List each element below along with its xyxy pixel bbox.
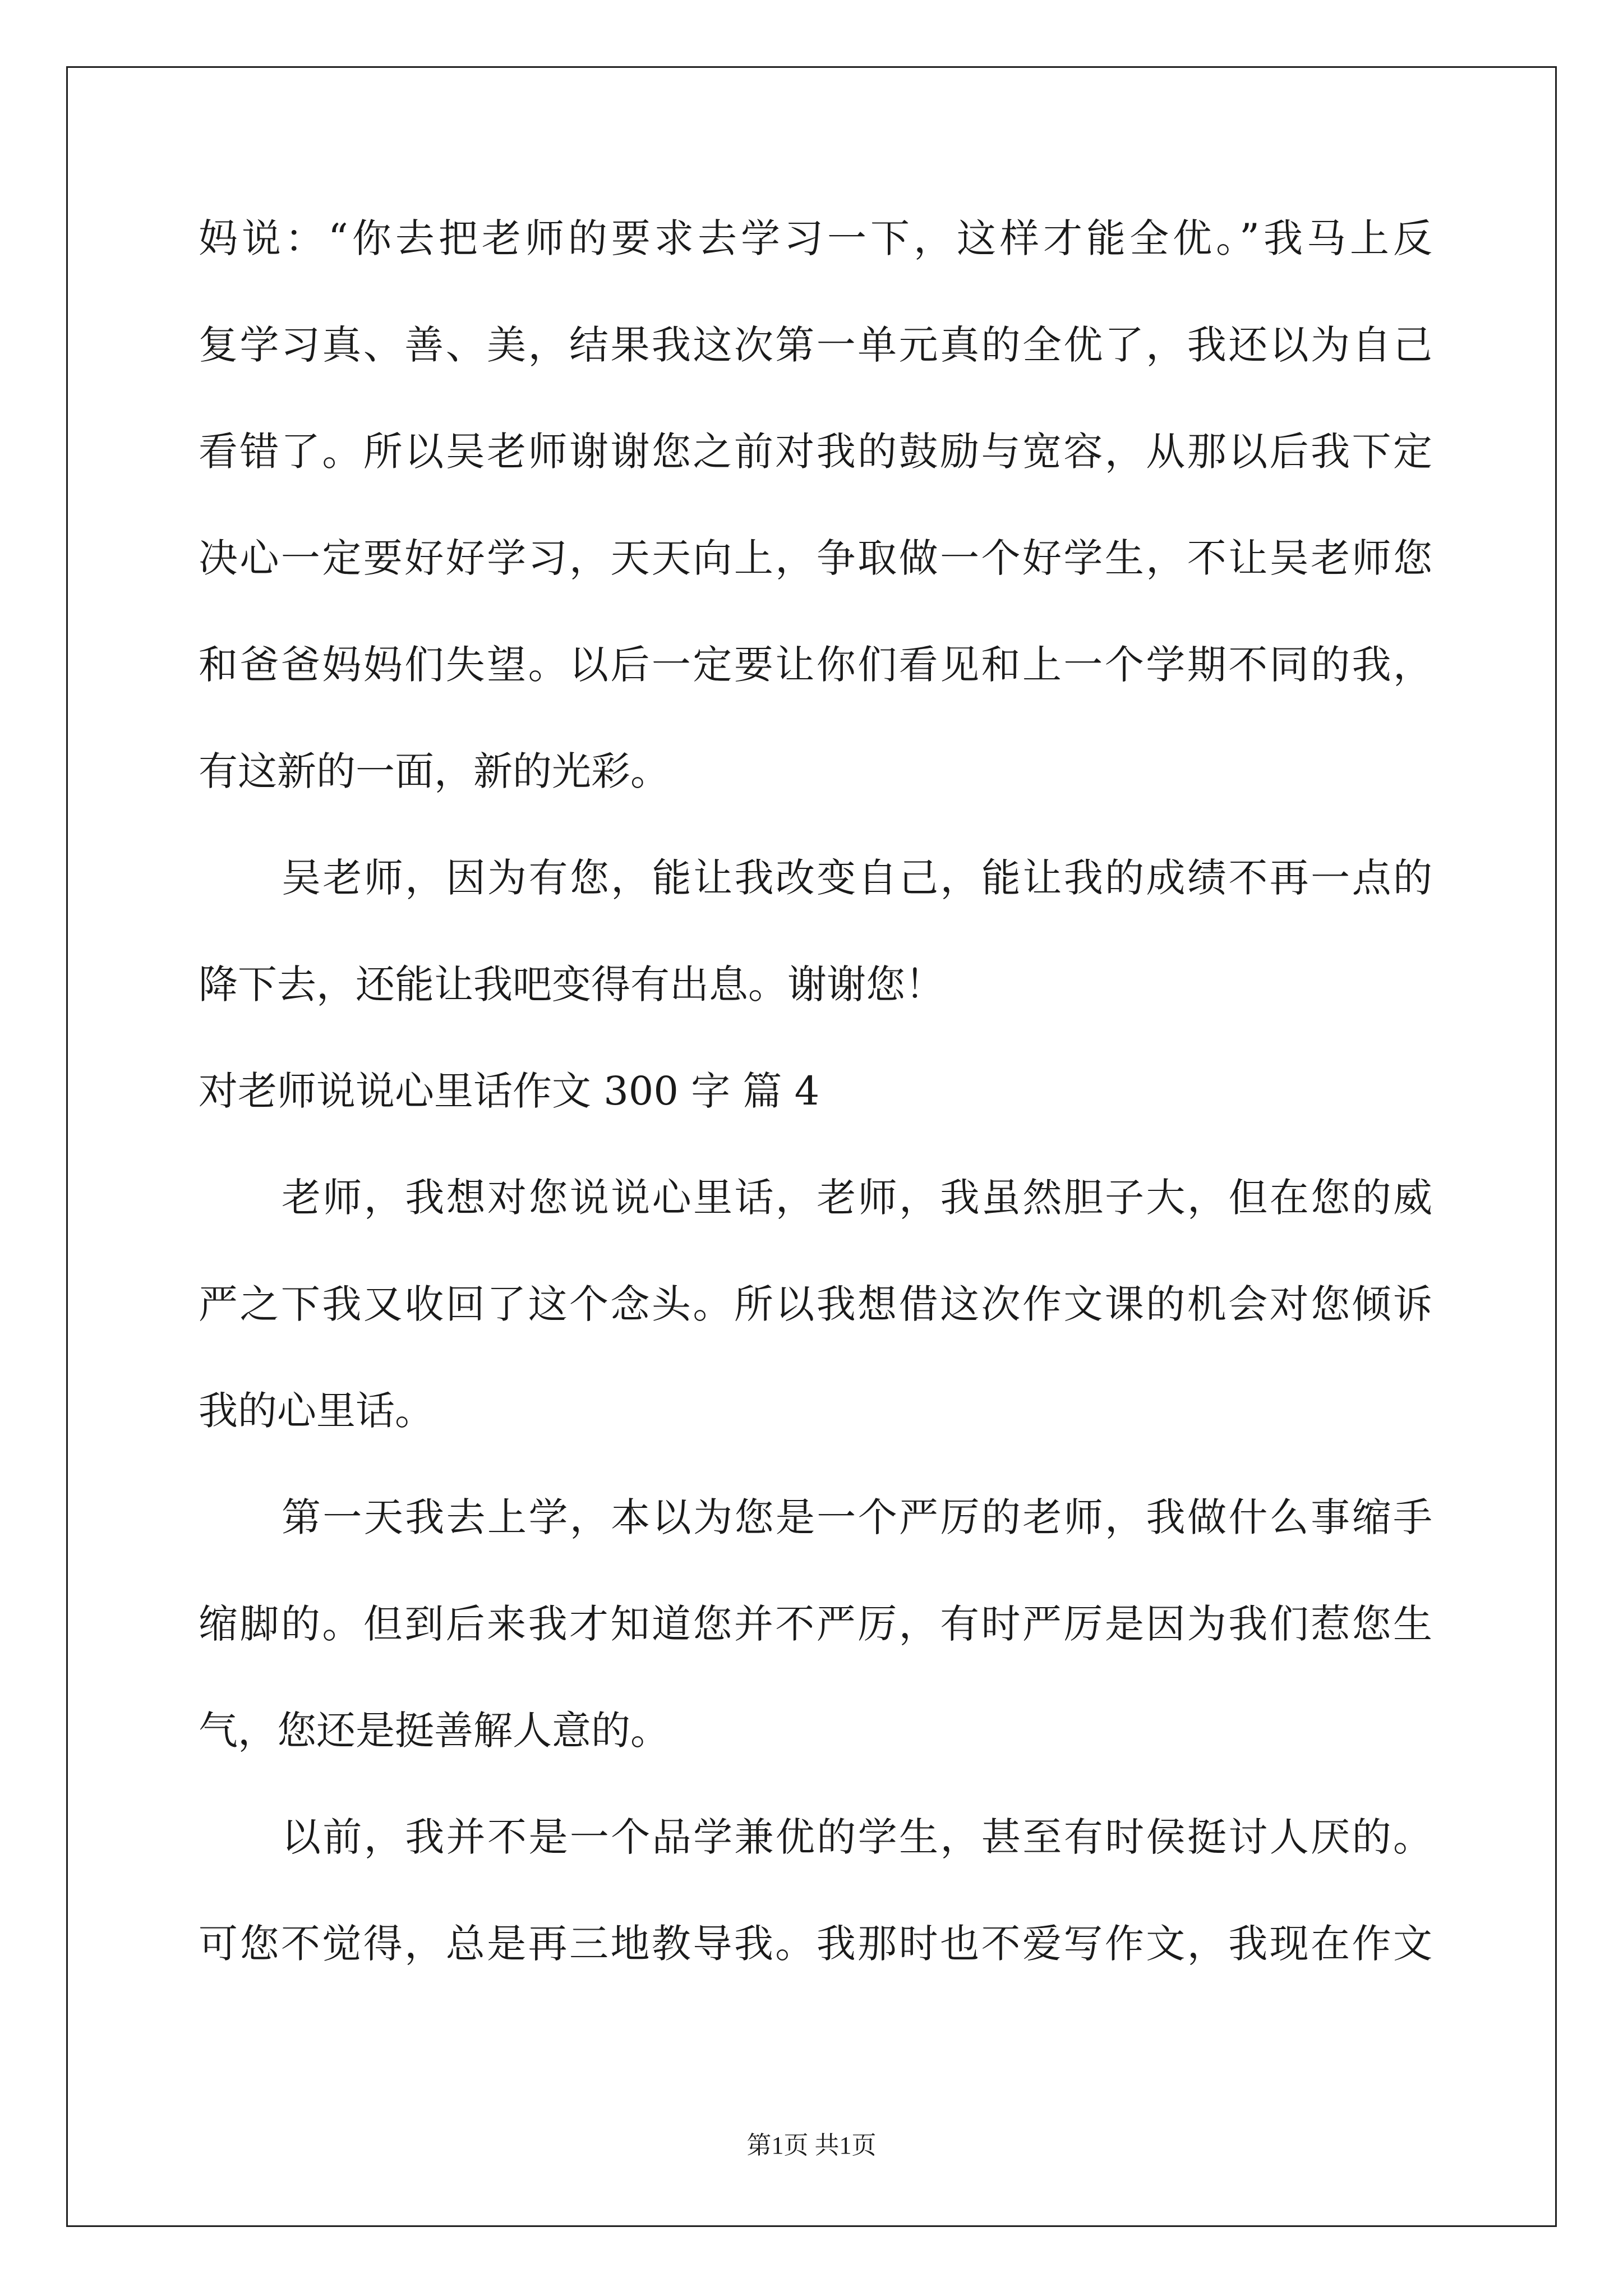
text-line: 严之下我又收回了这个念头。所以我想借这次作文课的机会对您倾诉	[199, 1281, 1432, 1327]
text-line: 复学习真、善、美，结果我这次第一单元真的全优了，我还以为自己	[199, 322, 1432, 368]
text-line: 看错了。所以吴老师谢谢您之前对我的鼓励与宽容，从那以后我下定	[199, 429, 1432, 475]
text-line: 老师，我想对您说说心里话，老师，我虽然胆子大，但在您的威	[282, 1175, 1432, 1221]
document-body	[199, 213, 1432, 2025]
text-line: 缩脚的。但到后来我才知道您并不严厉，有时严厉是因为我们惹您生	[199, 1601, 1432, 1647]
text-line: 妈说：“你去把老师的要求去学习一下，这样才能全优。”我马上反	[199, 215, 1432, 261]
text-line: 降下去，还能让我吧变得有出息。谢谢您！	[199, 961, 944, 1007]
text-line: 我的心里话。	[199, 1388, 434, 1434]
section-heading: 对老师说说心里话作文 300 字 篇 4	[199, 1068, 820, 1114]
text-line: 有这新的一面，新的光彩。	[199, 748, 670, 794]
text-line: 第一天我去上学，本以为您是一个严厉的老师，我做什么事缩手	[282, 1494, 1432, 1540]
page-number-footer: 第1页 共1页	[746, 2132, 877, 2159]
text-line: 决心一定要好好学习，天天向上，争取做一个好学生，不让吴老师您	[199, 535, 1432, 581]
text-line: 以前，我并不是一个品学兼优的学生，甚至有时侯挺讨人厌的。	[282, 1814, 1432, 1860]
text-line: 和爸爸妈妈们失望。以后一定要让你们看见和上一个学期不同的我，	[199, 642, 1432, 688]
text-line: 气，您还是挺善解人意的。	[199, 1708, 670, 1754]
text-line: 吴老师，因为有您，能让我改变自己，能让我的成绩不再一点的	[282, 855, 1432, 901]
text-line: 可您不觉得，总是再三地教导我。我那时也不爱写作文，我现在作文	[199, 1921, 1432, 1967]
